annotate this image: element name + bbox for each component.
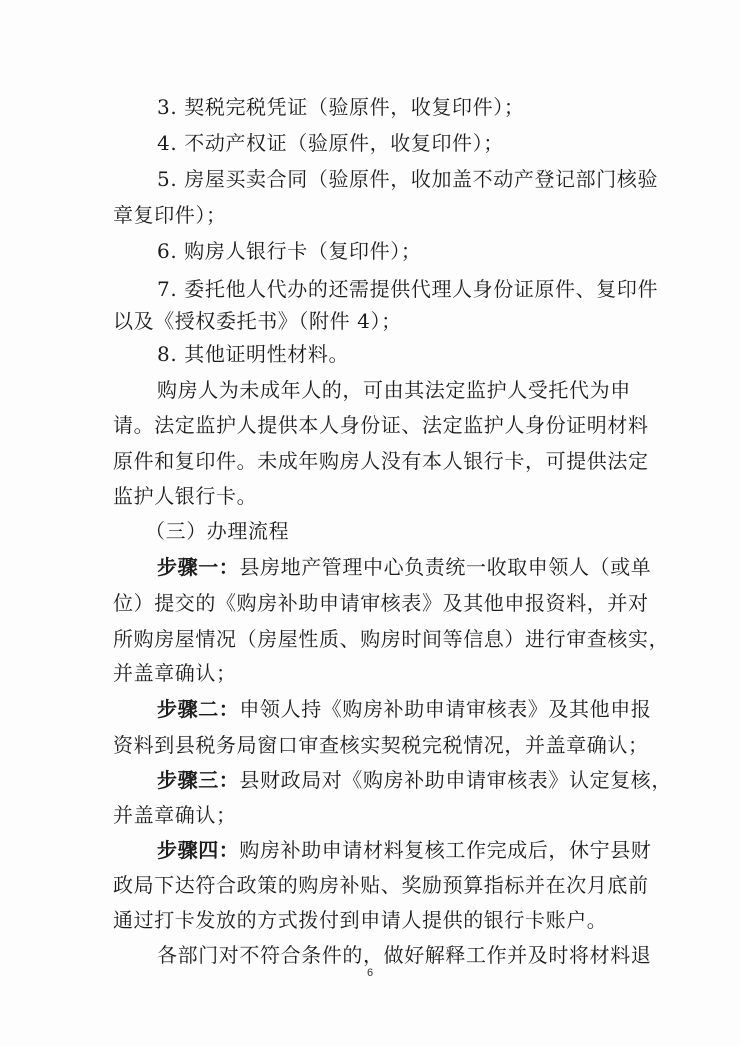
step-4-line-2: 政局下达符合政策的购房补贴、奖励预算指标并在次月底前 bbox=[113, 873, 649, 897]
item-5-line-2: 章复印件）； bbox=[113, 203, 227, 227]
minor-paragraph-line-1: 购房人为未成年人的，可由其法定监护人受托代为申 bbox=[157, 378, 631, 402]
minor-paragraph-line-3: 原件和复印件。未成年购房人没有本人银行卡，可提供法定 bbox=[113, 449, 649, 473]
item-7-line-2: 以及《授权委托书》（附件 4）； bbox=[113, 309, 402, 333]
step-1-text: 县房地产管理中心负责统一收取申领人（或单 bbox=[239, 555, 652, 579]
step-2-label: 步骤二： bbox=[157, 697, 240, 721]
step-4-label: 步骤四： bbox=[157, 838, 240, 862]
step-2-line-2: 资料到县税务局窗口审查核实契税完税情况，并盖章确认； bbox=[113, 733, 649, 757]
step-1-line-1 bbox=[157, 555, 651, 579]
item-6: 6. 购房人银行卡（复印件）； bbox=[157, 239, 422, 263]
step-2-line-1 bbox=[157, 697, 651, 721]
step-1-line-2: 位）提交的《购房补助申请审核表》及其他申报资料，并对 bbox=[113, 591, 649, 615]
step-1-line-3: 所购房屋情况（房屋性质、购房时间等信息）进行审查核实， bbox=[113, 627, 670, 651]
minor-paragraph-line-2: 请。法定监护人提供本人身份证、法定监护人身份证明材料 bbox=[113, 413, 649, 437]
step-3-text: 县财政局对《购房补助申请审核表》认定复核， bbox=[239, 768, 673, 792]
section-title: （三）办理流程 bbox=[145, 519, 290, 543]
closing-line: 各部门对不符合条件的，做好解释工作并及时将材料退 bbox=[157, 943, 652, 967]
item-5-line-1: 5. 房屋买卖合同（验原件，收加盖不动产登记部门核验 bbox=[157, 167, 659, 191]
step-4-line-1 bbox=[157, 838, 651, 862]
step-3-label: 步骤三： bbox=[157, 768, 240, 792]
item-8: 8. 其他证明性材料。 bbox=[157, 342, 350, 366]
step-1-line-4: 并盖章确认； bbox=[113, 661, 237, 685]
item-7-line-1: 7. 委托他人代办的还需提供代理人身份证原件、复印件 bbox=[157, 277, 659, 301]
step-4-line-3: 通过打卡发放的方式拨付到申请人提供的银行卡账户。 bbox=[113, 908, 608, 932]
step-4-text: 购房补助申请材料复核工作完成后，休宁县财 bbox=[239, 838, 652, 862]
step-1-label: 步骤一： bbox=[157, 555, 240, 579]
step-3-line-1 bbox=[157, 768, 672, 792]
step-2-text: 申领人持《购房补助申请审核表》及其他申报 bbox=[239, 697, 652, 721]
item-4: 4. 不动产权证（验原件，收复印件）； bbox=[157, 131, 504, 155]
minor-paragraph-line-4: 监护人银行卡。 bbox=[113, 484, 258, 508]
page-number: 6 bbox=[366, 967, 374, 979]
item-3: 3. 契税完税凭证（验原件，收复印件）； bbox=[157, 95, 525, 119]
step-3-line-2: 并盖章确认； bbox=[113, 803, 237, 827]
